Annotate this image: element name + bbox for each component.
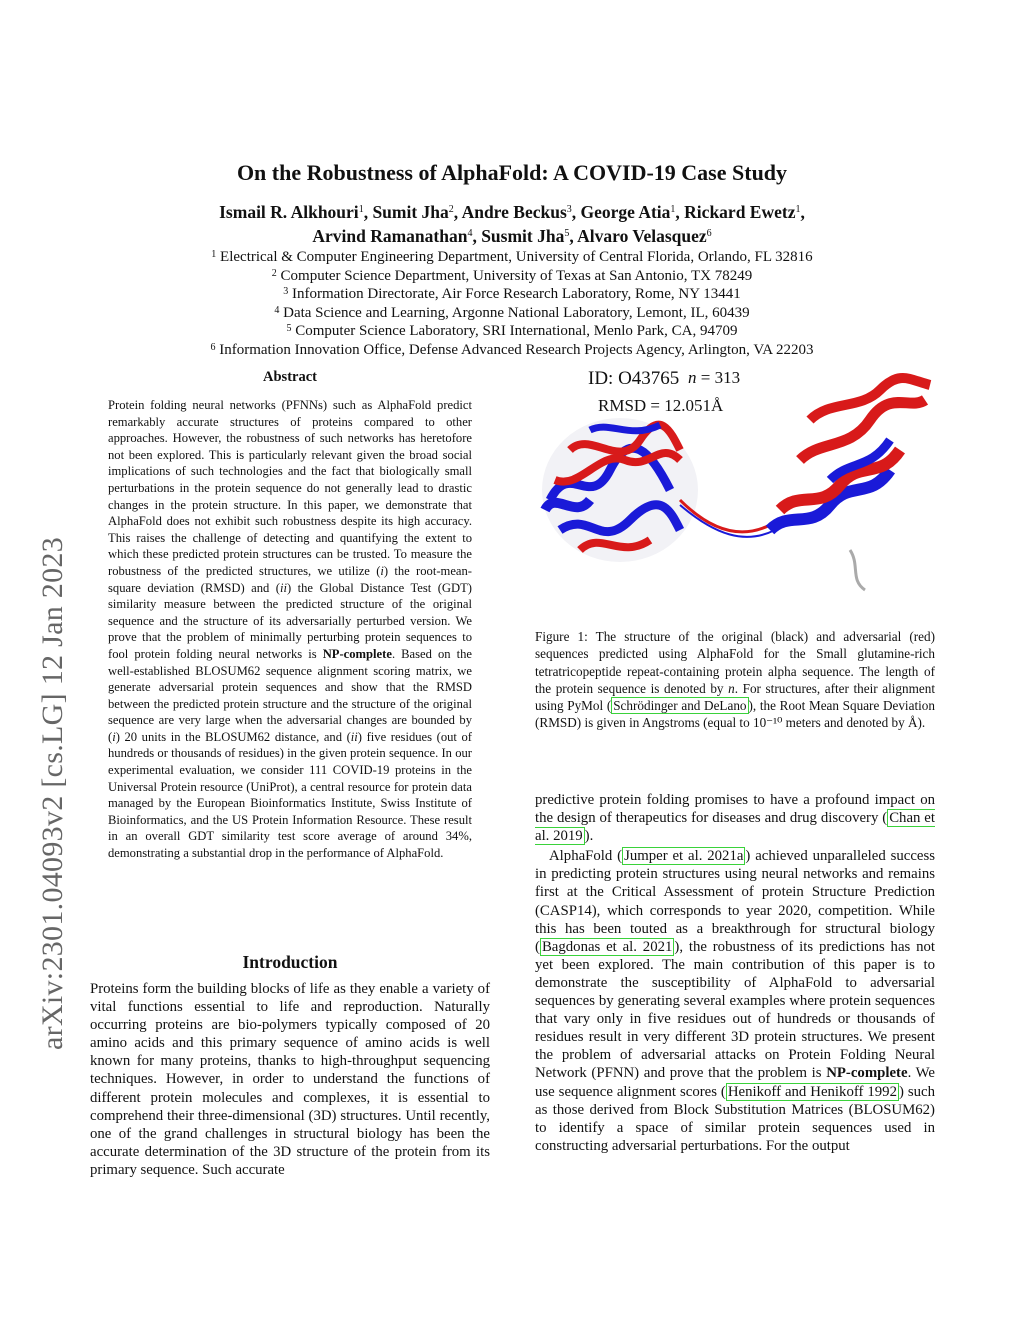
- abstract-text: Protein folding neural networks (PFNNs) such as AlphaFold predict remarkably accurate structures of proteins compared to other approaches. However, the robustness of such networks has heretofore not been explored. This is particularly relevant given the broad social implications of such technologies and the fact that biologically small perturbations in the protein sequence do not generally lead to drastic changes in the protein structure. In this paper, we demonstrate that AlphaFold does not exhibit such robustness despite its high accuracy. This raises the challenge of detecting and quantifying the extent to which these predicted protein structures can be trusted. To measure the robustness of the predicted structures, we utilize (i) the root-mean-square deviation (RMSD) and (ii) the Global Distance Test (GDT) similarity measure between the predicted structure of the original sequence and the structure of its adversarially perturbed version. We prove that the problem of minimally perturbing protein sequences to fool protein folding neural networks is NP-complete. Based on the well-established BLOSUM62 sequence alignment scoring matrix, we generate adversarial protein sequences and show that the RMSD between the predicted protein structure and the structure of the original sequence are very large when the adversarial changes are bounded by (i) 20 units in the BLOSUM62 distance, and (ii) five residues (out of hundreds or thousands of residues) in the given protein sequence. In our experimental evaluation, we consider 111 COVID-19 proteins in the Universal Protein resource (UniProt), a central resource for protein data managed by the European Bioinformatics Institute, Swiss Institute of Bioinformatics, and the US Protein Information Resource. These result in an overall GDT similarity test score average of around 34%, demonstrating a substantial drop in the performance of AlphaFold.: [108, 398, 472, 861]
- caption-label: Figure 1:: [535, 629, 588, 644]
- affiliation: $^2$ Computer Science Department, University of Texas at San Antonio, TX 78249: [271, 267, 753, 284]
- author-line-1: [0, 200, 1024, 224]
- arxiv-identifier: arXiv:2301.04093v2 [cs.LG] 12 Jan 2023: [36, 537, 69, 1050]
- figure-length-label: n = 313: [688, 368, 741, 387]
- left-domain: [542, 418, 698, 562]
- affiliation: $^6$ Information Innovation Office, Defense Advanced Research Projects Agency, Arlington, VA 22203: [210, 341, 814, 358]
- right-domain: [770, 378, 930, 590]
- author: Andre Beckus$^3$,: [461, 202, 581, 222]
- affiliations: [0, 248, 1024, 359]
- protein-structure-figure: [530, 360, 950, 620]
- figure-rmsd-label: RMSD = 12.051Å: [598, 396, 724, 415]
- paper-title: On the Robustness of AlphaFold: A COVID-19 Case Study: [236, 160, 788, 185]
- author: Ismail R. Alkhouri$^1$,: [219, 202, 373, 222]
- author: George Atia$^1$,: [580, 202, 685, 222]
- paragraph: AlphaFold ( Jumper et al. 2021a ) achieved unparalleled success in predicting protein structures using neural networks and remains first at the Critical Assessment of protein Structure Prediction (CASP14), which corresponds to year 2020, competition. While this has been touted as a breakthrough for structural biology ( Bagdonas et al. 2021 ), the robustness of its predictions has not yet been explored. The main contribution of this paper is to demonstrate the susceptibility of AlphaFold to adversarial sequences by generating several examples where protein sequences that vary only in five residues out of hundreds or thousands of residues result in very different 3D protein structures. We present the problem of adversarial attacks on Protein Folding Neural Network (PFNN) and prove that the problem is NP-complete. We use sequence alignment scores ( Henikoff and Henikoff 1992 ) such as those derived from Block Substitution Matrices (BLOSUM62) to identify a space of similar protein sequences used in constructing adversarial perturbations. For the output: [535, 848, 935, 1154]
- citation-link[interactable]: Henikoff and Henikoff 1992: [727, 1083, 897, 1100]
- introduction-heading: Introduction: [242, 952, 338, 972]
- affiliation: $^1$ Electrical & Computer Engineering Department, University of Central Florida, Orlando, FL 32816: [211, 249, 813, 265]
- right-column-text: [535, 791, 935, 1155]
- author: Susmit Jha$^5$,: [481, 226, 578, 246]
- abstract-heading: Abstract: [263, 369, 317, 385]
- figure-caption: Figure 1: The structure of the original (black) and adversarial (red) sequences predicted using AlphaFold for the Small glutamine-rich tetratricopeptide repeat-containing protein alpha sequence. The length of the protein sequence is denoted by n. For structures, after their alignment using PyMol ( Schrödinger and DeLano ), the Root Mean Square Deviation (RMSD) is given in Angstroms (equal to 10⁻¹⁰ meters and denoted by Å).: [535, 629, 935, 731]
- author-line-2: [0, 224, 1024, 248]
- citation-link[interactable]: Schrödinger and DeLano: [613, 698, 747, 714]
- author: Alvaro Velasquez$^6$: [577, 226, 712, 246]
- citation-link[interactable]: Chan et al. 2019: [535, 810, 935, 845]
- affiliation: $^3$ Information Directorate, Air Force Research Laboratory, Rome, NY 13441: [283, 286, 741, 302]
- author: Rickard Ewetz$^1$,: [684, 202, 805, 222]
- figure-id-label: ID: O43765: [588, 368, 680, 389]
- author: Sumit Jha$^2$,: [372, 202, 462, 222]
- paragraph: predictive protein folding promises to have a profound impact on the design of therapeutics for diseases and drug discovery ( Chan et al. 2019 ).: [535, 792, 935, 845]
- introduction-text: Proteins form the building blocks of life as they enable a variety of vital functions essential to life and reproduction. Naturally occurring proteins are bio-polymers typically composed of 20 amino acids and this primary sequence of amino acids is well known for many proteins, thanks to high-throughput sequencing techniques. However, in order to understand the functions of different protein molecules and complexes, it is essential to comprehend their three-dimensional (3D) structures. Until recently, one of the grand challenges in structural biology has been the accurate determination of the 3D structure of the protein from its primary sequence. Such accurate: [90, 981, 490, 1178]
- affiliation: $^4$ Data Science and Learning, Argonne National Laboratory, Lemont, IL, 60439: [274, 304, 750, 321]
- affiliation: $^5$ Computer Science Laboratory, SRI International, Menlo Park, CA, 94709: [286, 323, 738, 339]
- citation-link[interactable]: Jumper et al. 2021a: [624, 848, 744, 865]
- author: Arvind Ramanathan$^4$,: [312, 226, 482, 246]
- citation-link[interactable]: Bagdonas et al. 2021: [541, 938, 673, 955]
